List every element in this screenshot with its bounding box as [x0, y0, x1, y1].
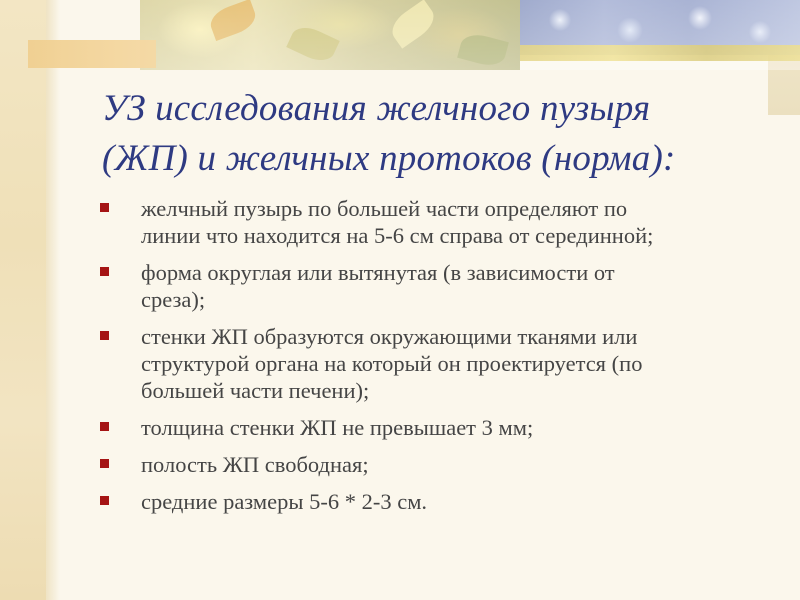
- bullet-list: [100, 195, 760, 525]
- bullet-text-line: полость ЖП свободная;: [141, 452, 369, 477]
- square-bullet-icon: [100, 496, 109, 505]
- bullet-text-line: форма округлая или вытянутая (в зависимости от: [141, 260, 615, 285]
- bullet-text-line: средние размеры 5-6 * 2-3 см.: [141, 489, 428, 514]
- bullet-text-line: желчный пузырь по большей части определяют по: [141, 196, 628, 221]
- title-line-2: (ЖП) и желчных протоков (норма):: [102, 138, 676, 179]
- bullet-item: [100, 414, 760, 441]
- bullet-item: [100, 323, 760, 404]
- bullet-text-line: линии что находится на 5-6 см справа от серединной;: [141, 223, 654, 248]
- square-bullet-icon: [100, 267, 109, 276]
- floral-banner-image: [140, 0, 800, 70]
- square-bullet-icon: [100, 459, 109, 468]
- bullet-item: [100, 195, 760, 249]
- bullet-text-line: стенки ЖП образуются окружающими тканями или: [141, 324, 638, 349]
- banner-overlay: [140, 0, 800, 70]
- bullet-text-line: большей части печени);: [141, 378, 370, 403]
- bullet-text-line: среза);: [141, 287, 206, 312]
- square-bullet-icon: [100, 422, 109, 431]
- bullet-item: [100, 451, 760, 478]
- bullet-item: [100, 259, 760, 313]
- square-bullet-icon: [100, 203, 109, 212]
- bullet-text-line: толщина стенки ЖП не превышает 3 мм;: [141, 415, 534, 440]
- bullet-item: [100, 488, 760, 515]
- amber-accent-block: [28, 40, 156, 68]
- left-parchment-strip: [0, 0, 46, 600]
- slide-title: [102, 84, 782, 184]
- bullet-text-line: структурой органа на который он проектируется (по: [141, 351, 643, 376]
- square-bullet-icon: [100, 331, 109, 340]
- title-line-1: УЗ исследования желчного пузыря: [102, 88, 651, 129]
- left-strip-shadow: [46, 0, 60, 600]
